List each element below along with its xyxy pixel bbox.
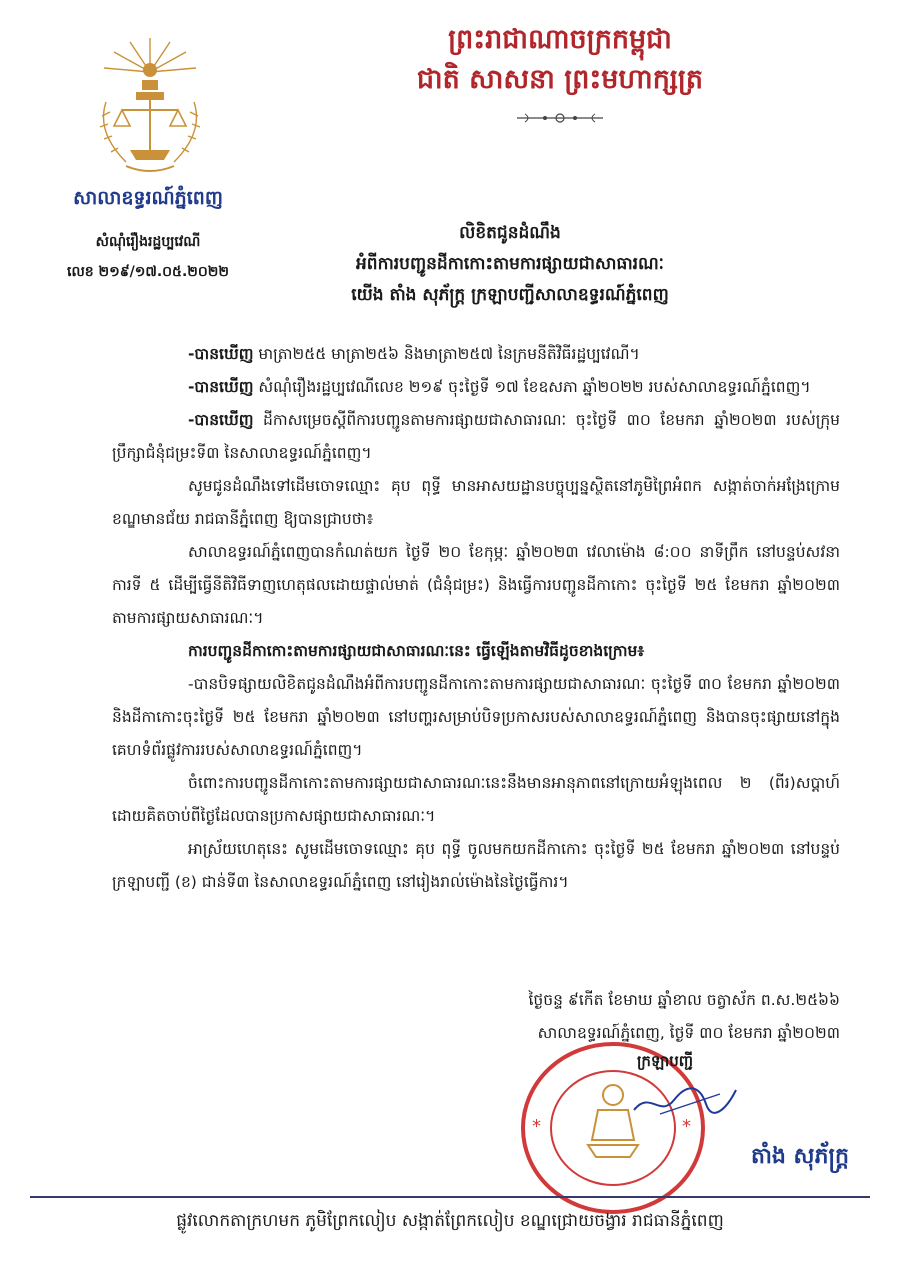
title-issuer: យើង តាំង សុភ័ក្រ្ត ក្រឡាបញ្ជីសាលាឧទ្ធរណ៍ភ្នំពេញ [351,285,669,305]
footer-address: ផ្លូវលោកតាក្រហមក ភូមិព្រែកលៀប សង្កាត់ព្រែកលៀប ខណ្ឌជ្រោយចង្វារ រាជធានីភ្នំពេញ [176,1211,724,1231]
paragraph: អាស្រ័យហេតុនេះ សូមដើមចោទឈ្មោះ គុប ពុទ្ធី ចូលមកយកដីកាកោះ ចុះថ្ងៃទី ២៥ ខែមករា ឆ្នាំ២០២៣ នៅបន្ទប់ក្រឡាបញ្ជី (ខ) ជាន់ទី៣ នៃសាលាឧទ្ធរណ៍ភ្នំពេញ នៅរៀងរាល់ម៉ោងនៃថ្ងៃធ្វើការ។ [112,840,840,891]
title-subject: អំពីការបញ្ជូនដីកាកោះតាមការផ្សាយជាសាធារណៈ [355,254,664,274]
paragraph: ចំពោះការបញ្ជូនដីកាកោះតាមការផ្សាយជាសាធារណៈនេះនឹងមានអានុភាពនៅក្រោយអំឡុងពេល ២ (ពីរ)សប្តាហ៍ ដោយគិតចាប់ពីថ្ងៃដែលបានប្រកាសផ្សាយជាសាធារណៈ។ [112,774,840,825]
paragraph: -បានឃើញ ដីកាសម្រេចស្តីពីការបញ្ជូនតាមការផ្សាយជាសាធារណៈ ចុះថ្ងៃទី ៣០ ខែមករា ឆ្នាំ២០២៣ របស់ក្រុមប្រឹក្សាជំនុំជម្រះទី៣ នៃសាលាឧទ្ធរណ៍ភ្នំពេញ។ [112,411,840,462]
paragraph: -បានឃើញ សំណុំរឿងរដ្ឋប្បវេណីលេខ ២១៩ ចុះថ្ងៃទី ១៧ ខែឧសភា ឆ្នាំ២០២២ របស់សាលាឧទ្ធរណ៍ភ្នំពេញ។ [188,378,811,396]
court-emblem-icon [86,32,214,180]
paragraph: -បានឃើញ មាត្រា២៥៥ មាត្រា២៥៦ និងមាត្រា២៥៧ នៃក្រមនីតិវិធីរដ្ឋប្បវេណី។ [188,345,640,363]
case-type: សំណុំរឿងរដ្ឋប្បវេណី [95,234,201,250]
signatory-title: ក្រឡាបញ្ជី [636,1052,694,1070]
handwritten-signature-icon [630,1080,740,1120]
document-body [112,338,840,899]
paragraph: សូមជូនដំណឹងទៅដើមចោទឈ្មោះ គុប ពុទ្ធី មានអាសយដ្ឋានបច្ចុប្បន្នស្ថិតនៅភូមិព្រៃអំពក សង្កាត់ចាក់អង្រែក្រោម ខណ្ឌមានជ័យ រាជធានីភ្នំពេញ ឱ្យបានជ្រាបថា៖ [112,477,840,528]
court-name: សាលាឧទ្ធរណ៍ភ្នំពេញ [73,187,223,209]
solar-date: សាលាឧទ្ធរណ៍ភ្នំពេញ, ថ្ងៃទី ៣០ ខែមករា ឆ្នាំ២០២៣ [537,1024,840,1042]
reference-number: លេខ ២១៩/១៧.០៥.២០២២ [67,264,229,280]
paragraph: សាលាឧទ្ធរណ៍ភ្នំពេញបានកំណត់យក ថ្ងៃទី ២០ ខែកុម្ភៈ ឆ្នាំ២០២៣ វេលាម៉ោង ៨:០០ នាទីព្រឹក នៅបន្ទប់សវនាការទី ៥ ដើម្បីធ្វើនីតិវិធីទាញហេតុផលដោយផ្ទាល់មាត់ (ជំនុំជម្រះ) និងធ្វើការបញ្ជូនដីកាកោះ ចុះថ្ងៃទី ២៥ ខែមករា ឆ្នាំ២០២៣ តាមការផ្សាយសាធារណៈ។ [112,543,840,627]
paragraph-heading: ការបញ្ជូនដីកាកោះតាមការផ្សាយជាសាធារណៈនេះ ធ្វើឡើងតាមវិធីដូចខាងក្រោម៖ [188,642,645,660]
svg-text:*: * [532,1116,541,1137]
document-title [230,218,790,311]
national-motto: ជាតិ សាសនា ព្រះមហាក្សត្រ [416,64,704,95]
paragraph: -បានបិទផ្សាយលិខិតជូនដំណឹងអំពីការបញ្ជូនដីកាកោះតាមការផ្សាយជាសាធារណៈ ចុះថ្ងៃទី ៣០ ខែមករា ឆ្នាំ២០២៣ និងដីកាកោះចុះថ្ងៃទី ២៥ ខែមករា ឆ្នាំ២០២៣ នៅបញ្ហរសម្រាប់បិទប្រកាសរបស់សាលាឧទ្ធរណ៍ភ្នំពេញ និងបានចុះផ្សាយនៅក្នុងគេហទំព័រផ្លូវការរបស់សាលាឧទ្ធរណ៍ភ្នំពេញ។ [112,675,840,759]
ornament-divider-icon [515,110,605,126]
kingdom-title: ព្រះរាជាណាចក្រកម្ពុជា [448,24,672,55]
svg-text:*: * [682,1116,691,1137]
footer-divider [30,1196,870,1198]
signatory-name: តាំង សុភ័ក្រ្ត [750,1144,849,1169]
kingdom-header [300,20,820,100]
lunar-date: ថ្ងៃចន្ទ ៩កើត ខែមាឃ ឆ្នាំខាល ចត្វាស័ក ព.ស.២៥៦៦ [528,991,840,1009]
title-notice: លិខិតជូនដំណឹង [459,223,561,243]
